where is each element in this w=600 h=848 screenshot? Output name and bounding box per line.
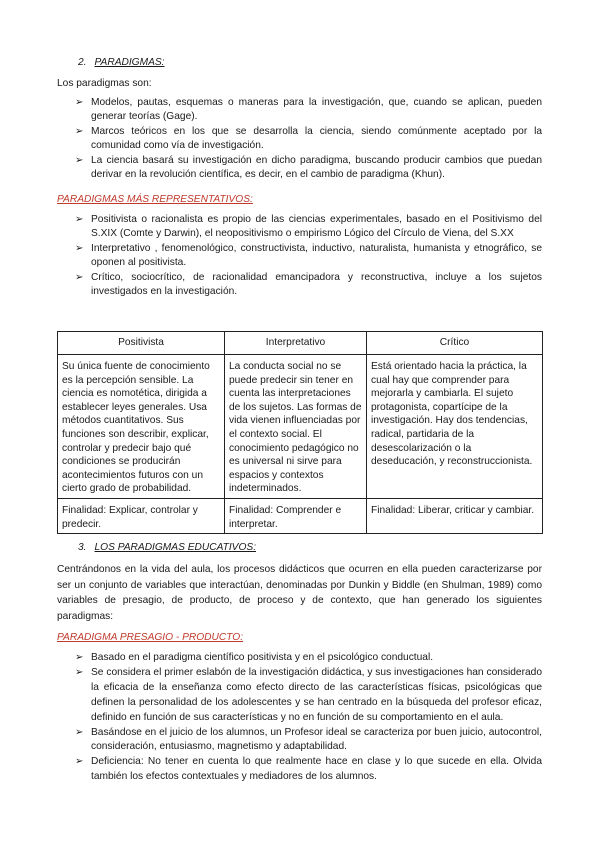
list-item: ➢ Deficiencia: No tener en cuenta lo que realmente hace en clase y lo que sucede en ella. Olvida también los efectos contextuales y mediadores de los alumnos.	[75, 756, 542, 783]
arrow-bullet-icon: ➢	[75, 125, 84, 137]
positivista-finalidad: Finalidad: Explicar, controlar y predecir.	[58, 498, 225, 533]
list-item: ➢ Interpretativo , fenomenológico, constructivista, inductivo, naturalista, humanista y etnográfico, se oponen al positivista.	[75, 242, 542, 269]
arrow-bullet-icon: ➢	[75, 726, 84, 738]
list-item: ➢ Modelos, pautas, esquemas o maneras para la investigación, que, cuando se aplican, pueden generar teorías (Gage).	[75, 97, 542, 123]
column-header-interpretativo: Interpretativo	[225, 332, 367, 355]
positivista-description: Su única fuente de conocimiento es la percepción sensible. La ciencia es nomotética, dirigida a establecer leyes generales. Usa métodos cuantitativos. Sus funciones son describir, explicar, controlar y predecir bajo qué condiciones se producirán acontecimientos futuros con un cierto grado de probabilidad.	[58, 355, 225, 499]
critico-finalidad: Finalidad: Liberar, criticar y cambiar.	[367, 498, 543, 533]
list-item: ➢ Marcos teóricos en los que se desarrolla la ciencia, siendo comúnmente aceptado por la comunidad como vía de investigación.	[75, 125, 542, 152]
representativos-heading: PARADIGMAS MÁS REPRESENTATIVOS:	[57, 194, 253, 205]
arrow-bullet-icon: ➢	[75, 97, 84, 108]
list-item: ➢ Positivista o racionalista es propio de las ciencias experimentales, basado en el Positivismo del S.XIX (Comte y Darwin), el neopositivismo o empirismo Lógico del Círculo de Viena, del S.XX	[75, 214, 542, 240]
paradigms-comparison-table	[57, 331, 543, 534]
column-header-critico: Crítico	[367, 332, 543, 355]
interpretativo-finalidad: Finalidad: Comprender e interpretar.	[225, 498, 367, 533]
table-header-row	[58, 332, 543, 355]
section-2-intro: Los paradigmas son:	[57, 78, 152, 89]
section-3-title: LOS PARADIGMAS EDUCATIVOS:	[94, 542, 257, 553]
section-2-title: PARADIGMAS:	[94, 57, 165, 68]
arrow-bullet-icon: ➢	[75, 271, 84, 283]
section-2-bullet-list	[57, 96, 542, 182]
critico-description: Está orientado hacia la práctica, la cual hay que comprender para mejorarla y cambiarla. El sujeto protagonista, copartícipe de la investigación. Hay dos tendencias, radical, partidaria de la desescolarización o la deseducación, y reconstruccionista.	[367, 355, 543, 499]
representativos-bullet-list	[57, 213, 542, 299]
arrow-bullet-icon: ➢	[75, 652, 84, 663]
list-item: ➢ Crítico, sociocrítico, de racionalidad emancipadora y reconstructiva, incluye a los sujetos investigados en la investigación.	[75, 271, 542, 298]
list-item: ➢ Se considera el primer eslabón de la investigación didáctica, y sus investigaciones han considerado la eficacia de la enseñanza como efecto directo de las características físicas, psicológicas que definen la personalidad de los adolescentes y se han centrado en la búsqueda del profesor eficaz, definido en función de sus características y no en función de su comportamiento en el aula.	[75, 666, 542, 723]
section-3-number: 3.	[78, 542, 87, 553]
section-2-heading	[78, 56, 165, 70]
list-item: ➢ Basado en el paradigma científico positivista y en el psicológico conductual.	[57, 651, 542, 666]
interpretativo-description: La conducta social no se puede predecir sin tener en cuenta las interpretaciones de los sujetos. Las formas de vida vienen influenciadas por el contexto social. El conocimiento pedagógico no es universal ni sirve para espacios y contextos indeterminados.	[225, 355, 367, 499]
section-2-number: 2.	[78, 57, 87, 68]
arrow-bullet-icon: ➢	[75, 666, 84, 678]
presagio-heading: PARADIGMA PRESAGIO - PRODUCTO:	[57, 632, 244, 643]
presagio-bullet-list	[57, 651, 542, 785]
table-row	[58, 498, 543, 533]
list-item: ➢ Basándose en el juicio de los alumnos, un Profesor ideal se caracteriza por buen juicio, autocontrol, consideración, entusiasmo, magnetismo y adaptabilidad.	[75, 726, 542, 753]
column-header-positivista: Positivista	[58, 332, 225, 355]
section-3-heading	[78, 541, 256, 555]
section-3-paragraph: Centrándonos en la vida del aula, los procesos didácticos que ocurren en ella pueden caracterizarse por ser un conjunto de variables que interactúan, denominadas por Dunkin y Biddle (en Shulman, 1989) como variables de presagio, de producto, de proceso y de contexto, que han generado los siguientes paradigmas:	[57, 564, 542, 622]
arrow-bullet-icon: ➢	[75, 756, 84, 768]
list-item: ➢ La ciencia basará su investigación en dicho paradigma, buscando producir cambios que puedan derivar en la revolución científica, es decir, en el cambio de paradigma (Khun).	[75, 154, 542, 181]
arrow-bullet-icon: ➢	[75, 214, 84, 225]
arrow-bullet-icon: ➢	[75, 154, 84, 166]
arrow-bullet-icon: ➢	[75, 242, 84, 254]
table-row	[58, 355, 543, 499]
